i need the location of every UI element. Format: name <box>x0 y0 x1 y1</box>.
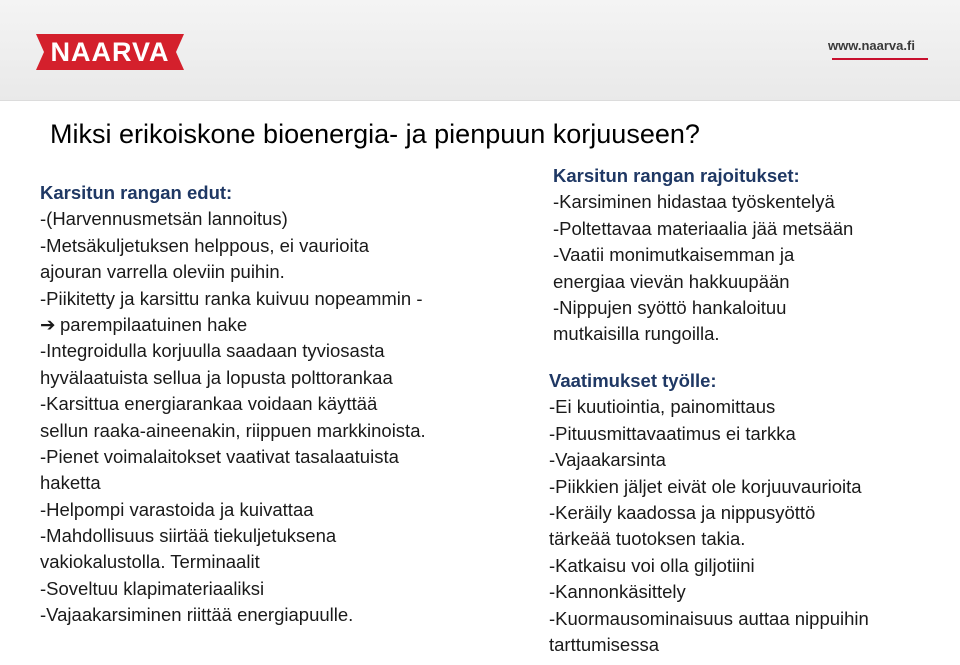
requirements-heading: Vaatimukset työlle: <box>549 370 717 391</box>
limitation-line: energiaa vievän hakkuupään <box>553 270 790 292</box>
advantage-line: -Vajaakarsiminen riittää energiapuulle. <box>40 604 354 626</box>
advantage-line: vakiokalustolla. Terminaalit <box>40 551 260 573</box>
advantage-line: -Helpompi varastoida ja kuivattaa <box>40 498 314 520</box>
limitation-line: -Poltettavaa materiaalia jää metsään <box>553 217 854 239</box>
requirement-line: -Ei kuutiointia, painomittaus <box>549 396 776 418</box>
advantage-line: -Metsäkuljetuksen helppous, ei vaurioita <box>40 234 370 256</box>
advantage-line: -Pienet voimalaitokset vaativat tasalaatuista <box>40 445 399 467</box>
limitation-line: -Vaatii monimutkaisemman ja <box>553 244 795 266</box>
right-arrow-icon: ➔ <box>40 313 56 335</box>
advantage-line: -Piikitetty ja karsittu ranka kuivuu nopeammin - <box>40 287 423 309</box>
requirement-line: -Katkaisu voi olla giljotiini <box>549 554 755 576</box>
site-url: www.naarva.fi <box>828 38 915 53</box>
advantage-line: -Karsittua energiarankaa voidaan käyttää <box>40 393 378 415</box>
advantages-section <box>40 180 426 629</box>
advantage-line: haketta <box>40 472 101 494</box>
limitation-line: -Karsiminen hidastaa työskentelyä <box>553 191 835 213</box>
requirement-line: -Kannonkäsittely <box>549 581 686 603</box>
limitations-section <box>553 163 853 348</box>
requirement-line: -Vajaakarsinta <box>549 449 666 471</box>
header-bar <box>0 0 960 101</box>
limitation-line: -Nippujen syöttö hankaloituu <box>553 296 787 318</box>
advantage-line: -Mahdollisuus siirtää tiekuljetuksena <box>40 525 337 547</box>
limitations-heading: Karsitun rangan rajoitukset: <box>553 165 800 186</box>
requirement-line: -Piikkien jäljet eivät ole korjuuvaurioita <box>549 475 862 497</box>
requirement-line: tarttumisessa <box>549 633 660 655</box>
requirement-line: -Keräily kaadossa ja nippusyöttö <box>549 501 816 523</box>
advantage-line: -(Harvennusmetsän lannoitus) <box>40 208 288 230</box>
advantages-heading: Karsitun rangan edut: <box>40 182 233 203</box>
advantage-line-text: parempilaatuinen hake <box>60 313 248 335</box>
url-underline <box>832 58 928 60</box>
requirement-line: -Pituusmittavaatimus ei tarkka <box>549 422 796 444</box>
requirement-line: tärkeää tuotoksen takia. <box>549 528 746 550</box>
advantage-line: ajouran varrella oleviin puihin. <box>40 261 285 283</box>
advantage-line: sellun raaka-aineenakin, riippuen markkinoista. <box>40 419 426 441</box>
limitation-line: mutkaisilla rungoilla. <box>553 323 720 345</box>
advantage-line: hyvälaatuista sellua ja lopusta polttorankaa <box>40 366 393 388</box>
advantage-line: -Integroidulla korjuulla saadaan tyviosasta <box>40 340 385 362</box>
advantage-line-arrow <box>40 312 426 338</box>
advantage-line: -Soveltuu klapimateriaaliksi <box>40 577 265 599</box>
requirement-line: -Kuormausominaisuus auttaa nippuihin <box>549 607 869 629</box>
naarva-logo <box>36 34 184 70</box>
logo-text: NAARVA <box>50 37 170 67</box>
slide-title: Miksi erikoiskone bioenergia- ja pienpuun korjuuseen? <box>50 119 700 149</box>
requirements-section <box>549 368 869 658</box>
